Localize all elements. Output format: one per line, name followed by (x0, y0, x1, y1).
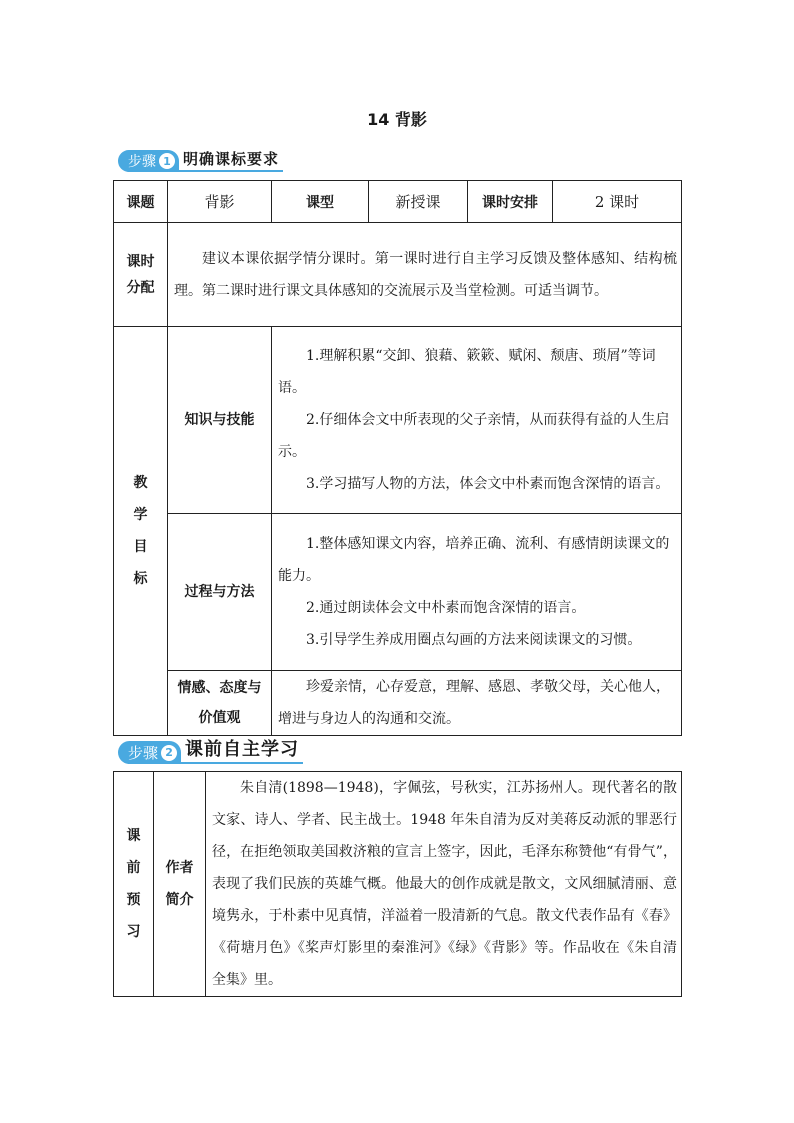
list-item: 3.学习描写人物的方法，体会文中朴素而饱含深情的语言。 (306, 476, 670, 492)
step-1-heading (118, 148, 283, 172)
table-row (114, 514, 682, 671)
author-intro-cell (206, 772, 682, 997)
step-1-number: 1 (159, 153, 175, 169)
schedule-text: 建议本课依据学情分课时。第一课时进行自主学习反馈及整体感知、结构梳理。第二课时进行课文具体感知的交流展示及当堂检测。可适当调节。 (174, 250, 677, 299)
list-item: 3.引导学生养成用圈点勾画的方法来阅读课文的习惯。 (306, 632, 642, 648)
author-intro-label (154, 772, 206, 997)
step-2-number: 2 (161, 745, 177, 761)
cell-topic-value: 背影 (168, 181, 272, 223)
schedule-text-cell (168, 223, 682, 327)
table-row (114, 327, 682, 514)
step-1-badge (118, 150, 179, 172)
course-requirements-table (113, 180, 682, 736)
header-cell-schedule: 课时安排 (468, 181, 553, 223)
author-intro-line2: 简介 (165, 892, 194, 908)
emotion-text-cell (272, 671, 682, 736)
schedule-label-line2: 分配 (126, 279, 155, 296)
step-2-badge (118, 741, 181, 764)
step-1-prefix: 步骤 (128, 154, 156, 170)
header-cell-type: 课型 (272, 181, 369, 223)
preview-label-char: 前 (126, 860, 141, 876)
preview-label-char: 预 (126, 892, 141, 908)
emotion-label-line2: 价值观 (198, 710, 241, 726)
preview-label-char: 习 (126, 924, 141, 940)
process-label: 过程与方法 (168, 514, 272, 671)
process-items (272, 514, 682, 671)
cell-schedule-value: 2 课时 (553, 181, 682, 223)
table-row (114, 671, 682, 736)
goals-label (114, 327, 168, 736)
preview-label-char: 课 (126, 828, 141, 844)
list-item: 2.通过朗读体会文中朴素而饱含深情的语言。 (306, 600, 586, 616)
list-item: 1.理解积累“交卸、狼藉、簌簌、赋闲、颓唐、琐屑”等词语。 (278, 348, 656, 396)
goals-label-char: 标 (133, 571, 148, 587)
goals-label-char: 目 (133, 539, 148, 555)
list-item: 1.整体感知课文内容，培养正确、流利、有感情朗读课文的能力。 (278, 536, 670, 584)
table-row (114, 223, 682, 327)
page-title: 14 背影 (367, 110, 427, 129)
preview-label (114, 772, 154, 997)
emotion-label (168, 671, 272, 736)
goals-label-char: 学 (133, 507, 148, 523)
cell-type-value: 新授课 (369, 181, 468, 223)
table-row (114, 181, 682, 223)
list-item: 2.仔细体会文中所表现的父子亲情，从而获得有益的人生启示。 (278, 412, 670, 460)
emotion-label-line1: 情感、态度与 (177, 680, 262, 696)
header-cell-topic: 课题 (114, 181, 168, 223)
knowledge-items (272, 327, 682, 514)
schedule-label (114, 223, 168, 327)
schedule-label-line1: 课时 (126, 253, 155, 270)
step-2-prefix: 步骤 (128, 744, 159, 762)
preview-table (113, 771, 682, 997)
goals-label-char: 教 (133, 475, 148, 491)
step-2-label: 课前自主学习 (181, 735, 303, 764)
table-row (114, 772, 682, 997)
author-intro-text: 朱自清(1898—1948)，字佩弦，号秋实，江苏扬州人。现代著名的散文家、诗人、学者、民主战士。1948 年朱自清为反对美蒋反动派的罪恶行径，在拒绝领取美国救济粮的宣言上签字，因此，毛泽东称赞他“有骨气”，表现了我们民族的英雄气概。他最大的创作成就是散文，文风细腻清丽、意境隽永，于朴素中见真情，洋溢着一股清新的气息。散文代表作品有《春》《荷塘月色》《桨声灯影里的秦淮河》《绿》《背影》等。作品收在《朱自清全集》里。 (212, 780, 677, 988)
author-intro-line1: 作者 (165, 860, 194, 876)
emotion-text: 珍爱亲情，心存爱意，理解、感恩、孝敬父母，关心他人，增进与身边人的沟通和交流。 (278, 679, 670, 727)
step-2-heading (118, 740, 303, 764)
knowledge-label: 知识与技能 (168, 327, 272, 514)
step-1-label: 明确课标要求 (179, 148, 283, 172)
